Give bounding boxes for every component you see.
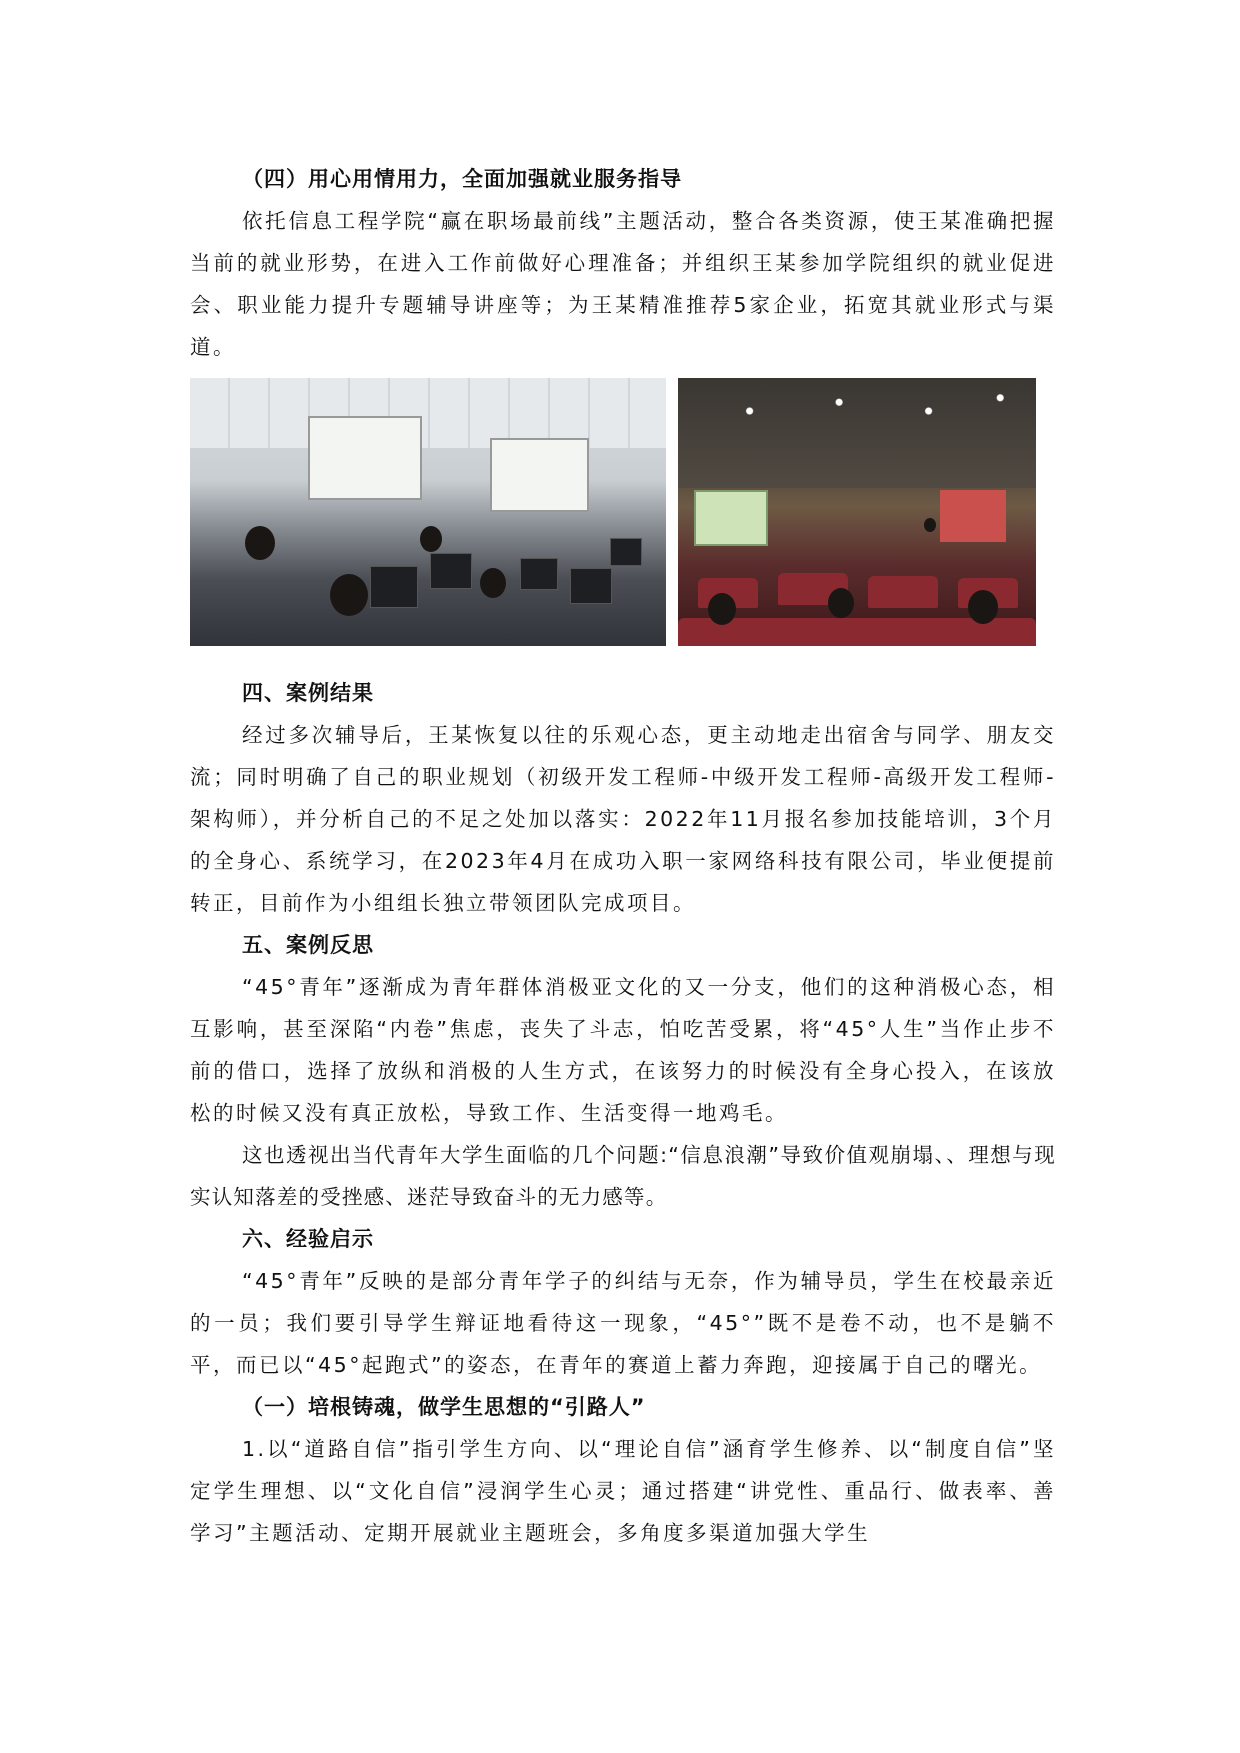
student-head	[480, 568, 506, 598]
photo-row	[190, 378, 1036, 646]
paragraph-case-result: 经过多次辅导后，王某恢复以往的乐观心态，更主动地走出宿舍与同学、朋友交流；同时明确了自己的职业规划（初级开发工程师-中级开发工程师-高级开发工程师-架构师），并分析自己的不足之处加以落实：2022年11月报名参加技能培训，3个月的全身心、系统学习，在2023年4月在成功入职一家网络科技有限公司，毕业便提前转正，目前作为小组组长独立带领团队完成项目。	[190, 723, 1056, 915]
section-heading-case-reflection: 五、案例反思	[242, 933, 374, 957]
lab-ceiling	[190, 378, 666, 448]
section-heading-cultivate-soul: （一）培根铸魂，做学生思想的“引路人”	[242, 1395, 646, 1419]
paragraph-experience-insight: “45°青年”反映的是部分青年学子的纠结与无奈，作为辅导员，学生在校最亲近的一员；我们要引导学生辩证地看待这一现象，“45°”既不是卷不动，也不是躺不平，而已以“45°起跑式”的姿态，在青年的赛道上蓄力奔跑，迎接属于自己的曙光。	[190, 1269, 1056, 1377]
student-head	[245, 526, 275, 560]
document-body	[190, 158, 1056, 1554]
computer-lab-photo	[190, 378, 666, 646]
speaker-head	[924, 518, 936, 532]
paragraph-employment-service: 依托信息工程学院“赢在职场最前线”主题活动，整合各类资源，使王某准确把握当前的就业形势，在进入工作前做好心理准备；并组织王某参加学院组织的就业促进会、职业能力提升专题辅导讲座等；为王某精准推荐5家企业，拓宽其就业形式与渠道。	[190, 209, 1056, 359]
audience-head	[828, 588, 854, 618]
student-head	[330, 574, 368, 616]
lab-whiteboard	[308, 416, 422, 500]
paragraph-cultivate-soul: 1.以“道路自信”指引学生方向、以“理论自信”涵育学生修养、以“制度自信”坚定学生理想、以“文化自信”浸润学生心灵；通过搭建“讲党性、重品行、做表率、善学习”主题活动、定期开展就业主题班会，多角度多渠道加强大学生	[190, 1437, 1056, 1545]
paragraph-case-reflection-problems: 这也透视出当代青年大学生面临的几个问题:“信息浪潮”导致价值观崩塌、、理想与现实认知落差的受挫感、迷茫导致奋斗的无力感等。	[190, 1143, 1056, 1209]
hall-right-banner	[940, 490, 1006, 542]
audience-head	[968, 590, 998, 624]
lab-projector-screen	[490, 438, 589, 512]
lecture-hall-photo	[678, 378, 1036, 646]
section-heading-employment-service: （四）用心用情用力，全面加强就业服务指导	[242, 167, 682, 191]
section-heading-experience-insight: 六、经验启示	[242, 1227, 374, 1251]
section-heading-case-result: 四、案例结果	[242, 681, 374, 705]
hall-left-screen	[694, 490, 768, 546]
lab-monitor	[520, 558, 558, 590]
paragraph-case-reflection: “45°青年”逐渐成为青年群体消极亚文化的又一分支，他们的这种消极心态，相互影响，甚至深陷“内卷”焦虑，丧失了斗志，怕吃苦受累，将“45°人生”当作止步不前的借口，选择了放纵和消极的人生方式，在该努力的时候没有全身心投入，在该放松的时候又没有真正放松，导致工作、生活变得一地鸡毛。	[190, 975, 1056, 1125]
lab-monitor	[370, 566, 418, 608]
student-head	[420, 526, 442, 552]
audience-head	[708, 593, 736, 625]
lab-monitor	[430, 553, 472, 589]
hall-seat-row	[868, 576, 938, 608]
lab-monitor	[570, 568, 612, 604]
lab-monitor	[610, 538, 642, 566]
hall-ceiling	[678, 378, 1036, 488]
